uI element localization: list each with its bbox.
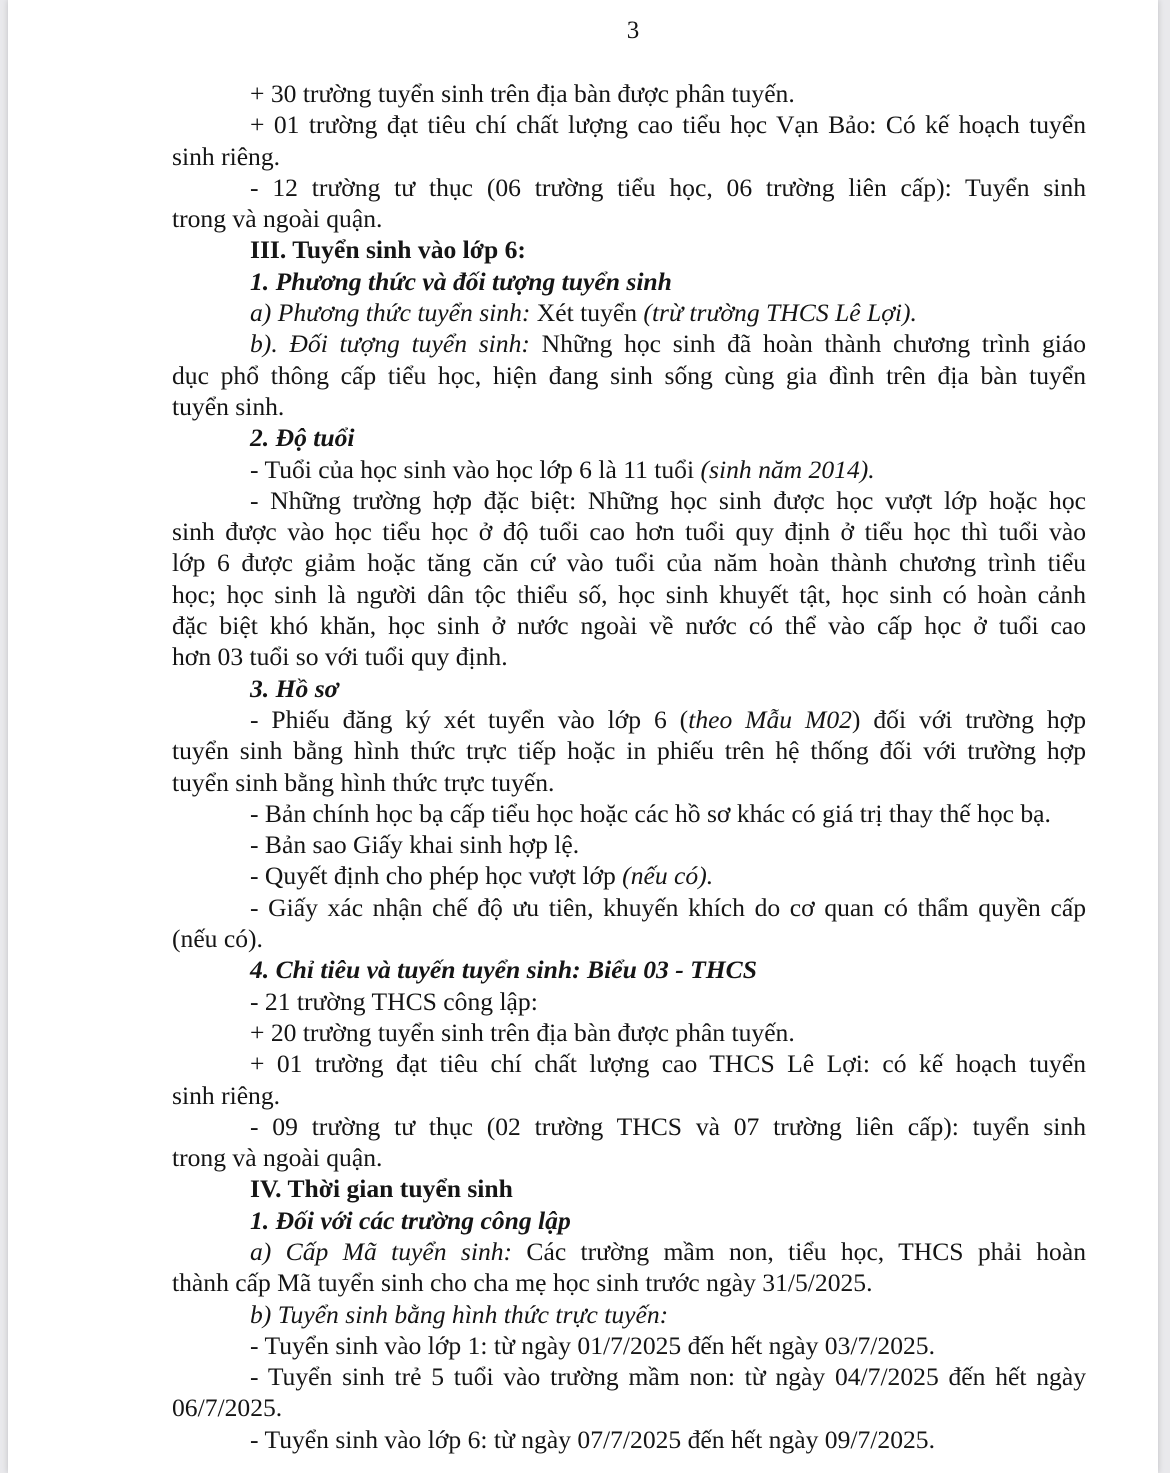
text-segment: + 01 trường đạt tiêu chí chất lượng cao tiểu học Vạn Bảo: Có kế hoạch tuyển [250,110,1086,140]
text-line [172,1048,1086,1079]
text-line [172,547,1086,578]
text-line [172,1205,1086,1236]
document-body [172,78,1086,1455]
text-line [172,610,1086,641]
text-line [172,109,1086,140]
text-line [172,516,1086,547]
text-segment: sinh riêng. [172,141,281,171]
text-line [172,1361,1086,1392]
text-segment: trong và ngoài quận. [172,1143,383,1173]
text-segment: + 30 trường tuyển sinh trên địa bàn được phân tuyến. [250,79,795,108]
text-segment: học; học sinh là người dân tộc thiểu số, học sinh khuyết tật, học sinh có hoàn cảnh [172,579,1086,609]
text-line [172,1236,1086,1267]
text-segment: - Những trường hợp đặc biệt: Những học sinh được học vượt lớp hoặc học [250,485,1086,515]
text-segment: - 21 trường THCS công lập: [250,986,538,1016]
text-segment: (sinh năm 2014). [700,454,875,484]
text-segment: - 12 trường tư thục (06 trường tiểu học, 06 trường liên cấp): Tuyển sinh [250,172,1086,202]
text-line [172,297,1086,328]
text-line [172,735,1086,766]
text-line [172,485,1086,516]
text-line [172,1173,1086,1204]
text-segment: trong và ngoài quận. [172,204,383,234]
text-line [172,1267,1086,1298]
text-segment: 3. Hồ sơ [250,673,339,703]
text-line [172,1299,1086,1330]
text-segment: 4. Chỉ tiêu và tuyến tuyển sinh: Biểu 03 - THCS [250,955,757,985]
text-segment: - Phiếu đăng ký xét tuyển vào lớp 6 ( [250,704,689,734]
text-line [172,892,1086,923]
text-segment: - Giấy xác nhận chế độ ưu tiên, khuyến khích do cơ quan có thẩm quyền cấp [250,892,1086,922]
text-segment: 1. Phương thức và đối tượng tuyển sinh [250,266,672,296]
text-segment: a) Cấp Mã tuyển sinh: [250,1236,513,1266]
text-line [172,704,1086,735]
text-segment: Những học sinh đã hoàn thành chương trình giáo [529,329,1087,359]
text-segment: dục phổ thông cấp tiểu học, hiện đang sinh sống cùng gia đình trên địa bàn tuyển [172,360,1086,390]
text-segment: b). Đối tượng tuyển sinh: [250,329,530,359]
text-segment: b) Tuyển sinh bằng hình thức trực tuyến: [250,1299,669,1329]
text-segment: - Bản chính học bạ cấp tiểu học hoặc các hồ sơ khác có giá trị thay thế học bạ. [250,798,1051,828]
text-line [172,798,1086,829]
text-line [172,829,1086,860]
text-line [172,923,1086,954]
text-line [172,328,1086,359]
text-line [172,1080,1086,1111]
text-line [172,391,1086,422]
text-line [172,860,1086,891]
text-segment: IV. Thời gian tuyển sinh [250,1174,513,1204]
text-segment: (nếu có). [622,861,714,891]
text-segment: sinh được vào học tiểu học ở độ tuổi cao hơn tuổi quy định ở tiểu học thì tuổi vào [172,517,1086,547]
text-segment: + 20 trường tuyển sinh trên địa bàn được phân tuyến. [250,1017,795,1047]
text-line [172,986,1086,1017]
text-line [172,1330,1086,1361]
text-segment: III. Tuyển sinh vào lớp 6: [250,235,526,265]
text-segment: tuyển sinh bằng hình thức trực tiếp hoặc in phiếu trên hệ thống đối với trường hợp [172,736,1086,766]
text-segment: + 01 trường đạt tiêu chí chất lượng cao THCS Lê Lợi: có kế hoạch tuyển [250,1049,1086,1079]
text-segment: 2. Độ tuổi [250,423,355,453]
text-segment: tuyển sinh. [172,391,285,421]
page-number: 3 [626,17,640,44]
document-page [8,0,1158,1473]
text-segment: - Tuyển sinh vào lớp 6: từ ngày 07/7/2025 đến hết ngày 09/7/2025. [250,1424,935,1454]
text-line [172,1142,1086,1173]
text-line [172,203,1086,234]
text-line [172,360,1086,391]
text-line [172,579,1086,610]
text-segment: (trừ trường THCS Lê Lợi). [643,298,917,328]
text-line [172,641,1086,672]
text-line [172,234,1086,265]
text-segment: - Tuyển sinh vào lớp 1: từ ngày 01/7/2025 đến hết ngày 03/7/2025. [250,1330,935,1360]
text-segment: - Quyết định cho phép học vượt lớp [250,861,623,891]
text-segment: lớp 6 được giảm hoặc tăng căn cứ vào tuổi của năm hoàn thành chương trình tiểu [172,548,1086,578]
text-segment: theo Mẫu M02 [688,704,852,734]
text-line [172,141,1086,172]
text-line [172,422,1086,453]
text-line [172,266,1086,297]
text-segment: (nếu có). [172,924,263,954]
text-segment: thành cấp Mã tuyển sinh cho cha mẹ học sinh trước ngày 31/5/2025. [172,1268,873,1298]
text-segment: - Bản sao Giấy khai sinh hợp lệ. [250,830,580,860]
text-line [172,1424,1086,1455]
text-line [172,78,1086,109]
text-line [172,1111,1086,1142]
text-segment: Các trường mầm non, tiểu học, THCS phải hoàn [512,1236,1086,1266]
text-segment: 06/7/2025. [172,1393,283,1423]
text-segment: hơn 03 tuổi so với tuổi quy định. [172,642,508,672]
text-segment: Xét tuyển [530,298,644,328]
text-line [172,767,1086,798]
text-segment: ) đối với trường hợp [851,704,1086,734]
text-segment: tuyển sinh bằng hình thức trực tuyến. [172,767,555,797]
text-line [172,454,1086,485]
text-line [172,673,1086,704]
text-line [172,1392,1086,1423]
text-segment: 1. Đối với các trường công lập [250,1205,571,1235]
text-line [172,954,1086,985]
text-line [172,1017,1086,1048]
text-line [172,172,1086,203]
text-segment: đặc biệt khó khăn, học sinh ở nước ngoài về nước có thể vào cấp học ở tuổi cao [172,611,1086,641]
text-segment: sinh riêng. [172,1080,281,1110]
text-segment: - 09 trường tư thục (02 trường THCS và 07 trường liên cấp): tuyển sinh [250,1111,1086,1141]
text-segment: a) Phương thức tuyển sinh: [250,298,531,328]
text-segment: - Tuyển sinh trẻ 5 tuổi vào trường mầm non: từ ngày 04/7/2025 đến hết ngày [250,1362,1086,1392]
text-segment: - Tuổi của học sinh vào học lớp 6 là 11 tuổi [250,454,701,484]
